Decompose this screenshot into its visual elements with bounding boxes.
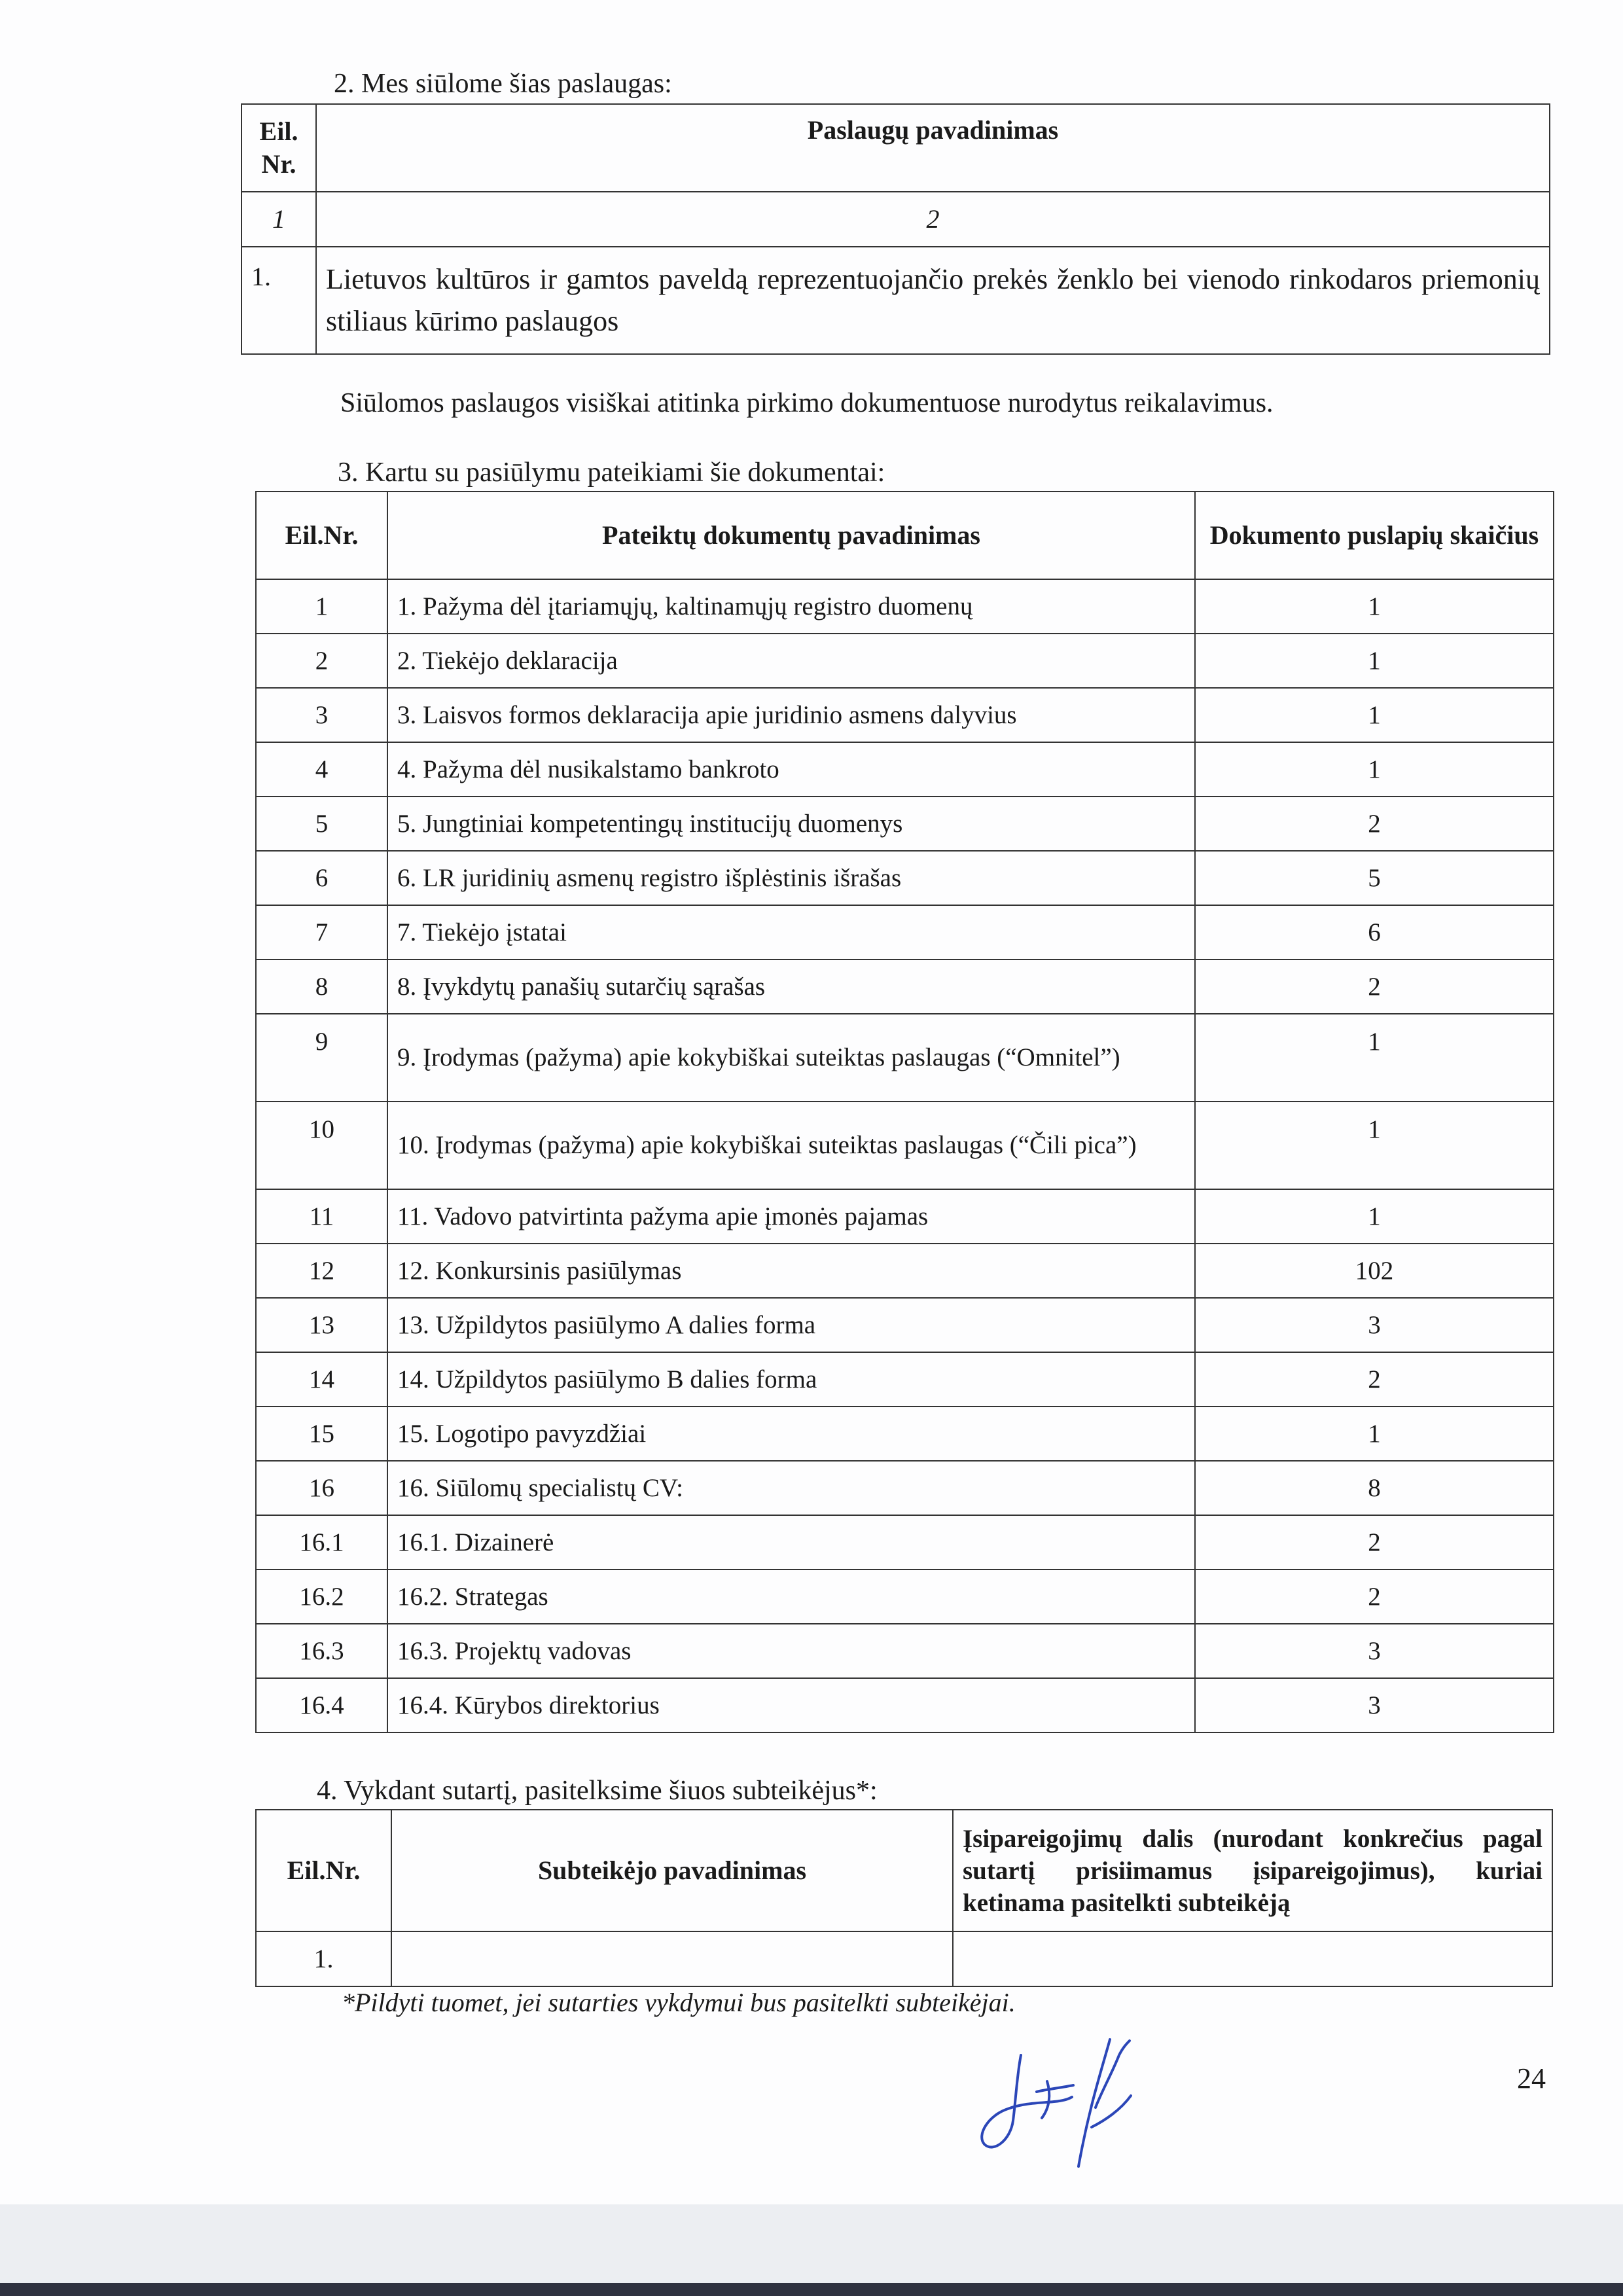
doc-pages: 3 [1195,1678,1554,1732]
section-3-heading: 3. Kartu su pasiūlymu pateikiami šie dokumentai: [338,457,885,488]
doc-name: 16.1. Dizainerė [387,1515,1195,1570]
doc-name: 11. Vadovo patvirtinta pažyma apie įmonės pajamas [387,1189,1195,1244]
doc-name: 6. LR juridinių asmenų registro išplėstinis išrašas [387,851,1195,905]
table-row [256,1678,1554,1732]
doc-no: 14 [256,1352,387,1407]
doc-name: 12. Konkursinis pasiūlymas [387,1244,1195,1298]
documents-col-name: Pateiktų dokumentų pavadinimas [387,492,1195,579]
table-row [256,1352,1554,1407]
table-row [256,797,1554,851]
subcontractors-table [255,1809,1553,1987]
table-row [256,1407,1554,1461]
compliance-statement: Siūlomos paslaugos visiškai atitinka pirkimo dokumentuose nurodytus reikalavimus. [340,388,1274,418]
doc-name: 2. Tiekėjo deklaracija [387,634,1195,688]
doc-no: 16.3 [256,1624,387,1678]
doc-no: 12 [256,1244,387,1298]
signature [974,2029,1170,2173]
doc-no: 2 [256,634,387,688]
doc-pages: 5 [1195,851,1554,905]
doc-no: 16.1 [256,1515,387,1570]
doc-pages: 1 [1195,1189,1554,1244]
doc-no: 5 [256,797,387,851]
doc-pages: 1 [1195,1407,1554,1461]
doc-pages: 1 [1195,1102,1554,1189]
doc-no: 16.2 [256,1570,387,1624]
doc-no: 15 [256,1407,387,1461]
doc-pages: 3 [1195,1298,1554,1352]
table-row [256,1461,1554,1515]
table-row [256,579,1554,634]
doc-pages: 3 [1195,1624,1554,1678]
table-row [256,1244,1554,1298]
doc-name: 7. Tiekėjo įstatai [387,905,1195,960]
subcontractors-col-no: Eil.Nr. [256,1810,391,1931]
doc-no: 16 [256,1461,387,1515]
services-index-1: 1 [241,192,316,247]
table-row [256,905,1554,960]
table-row [256,634,1554,688]
doc-pages: 8 [1195,1461,1554,1515]
doc-no: 6 [256,851,387,905]
doc-no: 4 [256,742,387,797]
doc-pages: 1 [1195,634,1554,688]
doc-pages: 1 [1195,742,1554,797]
doc-name: 4. Pažyma dėl nusikalstamo bankroto [387,742,1195,797]
services-table [241,103,1550,355]
services-row-no: 1. [241,247,316,354]
doc-name: 5. Jungtiniai kompetentingų institucijų duomenys [387,797,1195,851]
table-row [256,851,1554,905]
table-row [256,1570,1554,1624]
doc-pages: 2 [1195,797,1554,851]
doc-name: 16. Siūlomų specialistų CV: [387,1461,1195,1515]
documents-col-no: Eil.Nr. [256,492,387,579]
services-col-no: Eil. Nr. [241,104,316,192]
doc-pages: 1 [1195,579,1554,634]
doc-name: 14. Užpildytos pasiūlymo B dalies forma [387,1352,1195,1407]
doc-name: 10. Įrodymas (pažyma) apie kokybiškai suteiktas paslaugas (“Čili pica”) [387,1102,1195,1189]
page-number: 24 [1517,2062,1546,2094]
doc-name: 16.3. Projektų vadovas [387,1624,1195,1678]
footnote: *Pildyti tuomet, jei sutarties vykdymui bus pasitelkti subteikėjai. [342,1988,1016,2017]
doc-name: 8. Įvykdytų panašių sutarčių sąrašas [387,960,1195,1014]
doc-name: 15. Logotipo pavyzdžiai [387,1407,1195,1461]
doc-pages: 1 [1195,1014,1554,1102]
doc-name: 9. Įrodymas (pažyma) apie kokybiškai suteiktas paslaugas (“Omnitel”) [387,1014,1195,1102]
doc-no: 13 [256,1298,387,1352]
subcontractor-part [953,1931,1552,1986]
doc-no: 8 [256,960,387,1014]
table-row [256,1515,1554,1570]
table-row [256,688,1554,742]
table-row [256,1102,1554,1189]
services-index-2: 2 [316,192,1550,247]
doc-name: 13. Užpildytos pasiūlymo A dalies forma [387,1298,1195,1352]
doc-name: 3. Laisvos formos deklaracija apie juridinio asmens dalyvius [387,688,1195,742]
subcontractor-name [391,1931,953,1986]
doc-pages: 2 [1195,1570,1554,1624]
table-row [256,960,1554,1014]
table-row [256,1189,1554,1244]
doc-pages: 2 [1195,1352,1554,1407]
scan-edge [0,2283,1623,2296]
doc-pages: 2 [1195,960,1554,1014]
services-row-text: Lietuvos kultūros ir gamtos paveldą reprezentuojančio prekės ženklo bei vienodo rinkodaros priemonių stiliaus kūrimo paslaugos [316,247,1550,354]
doc-no: 10 [256,1102,387,1189]
doc-no: 3 [256,688,387,742]
doc-no: 11 [256,1189,387,1244]
table-row [256,1298,1554,1352]
table-row [256,1624,1554,1678]
doc-no: 7 [256,905,387,960]
section-2-heading: 2. Mes siūlome šias paslaugas: [334,69,672,99]
table-row [256,1931,1552,1986]
doc-no: 1 [256,579,387,634]
doc-pages: 102 [1195,1244,1554,1298]
doc-pages: 1 [1195,688,1554,742]
subcontractor-no: 1. [256,1931,391,1986]
doc-pages: 2 [1195,1515,1554,1570]
services-col-name: Paslaugų pavadinimas [316,104,1550,192]
doc-name: 1. Pažyma dėl įtariamųjų, kaltinamųjų registro duomenų [387,579,1195,634]
doc-name: 16.4. Kūrybos direktorius [387,1678,1195,1732]
doc-no: 16.4 [256,1678,387,1732]
subcontractors-col-part: Įsipareigojimų dalis (nurodant konkrečius pagal sutartį prisiimamus įsipareigojimus), kuriai ketinama pasitelkti subteikėją [953,1810,1552,1931]
scan-margin [0,2204,1623,2296]
documents-col-pages: Dokumento puslapių skaičius [1195,492,1554,579]
doc-pages: 6 [1195,905,1554,960]
documents-table [255,491,1554,1733]
table-row [256,1014,1554,1102]
subcontractors-col-name: Subteikėjo pavadinimas [391,1810,953,1931]
table-row [256,742,1554,797]
section-4-heading: 4. Vykdant sutartį, pasitelksime šiuos subteikėjus*: [317,1776,878,1806]
doc-name: 16.2. Strategas [387,1570,1195,1624]
doc-no: 9 [256,1014,387,1102]
